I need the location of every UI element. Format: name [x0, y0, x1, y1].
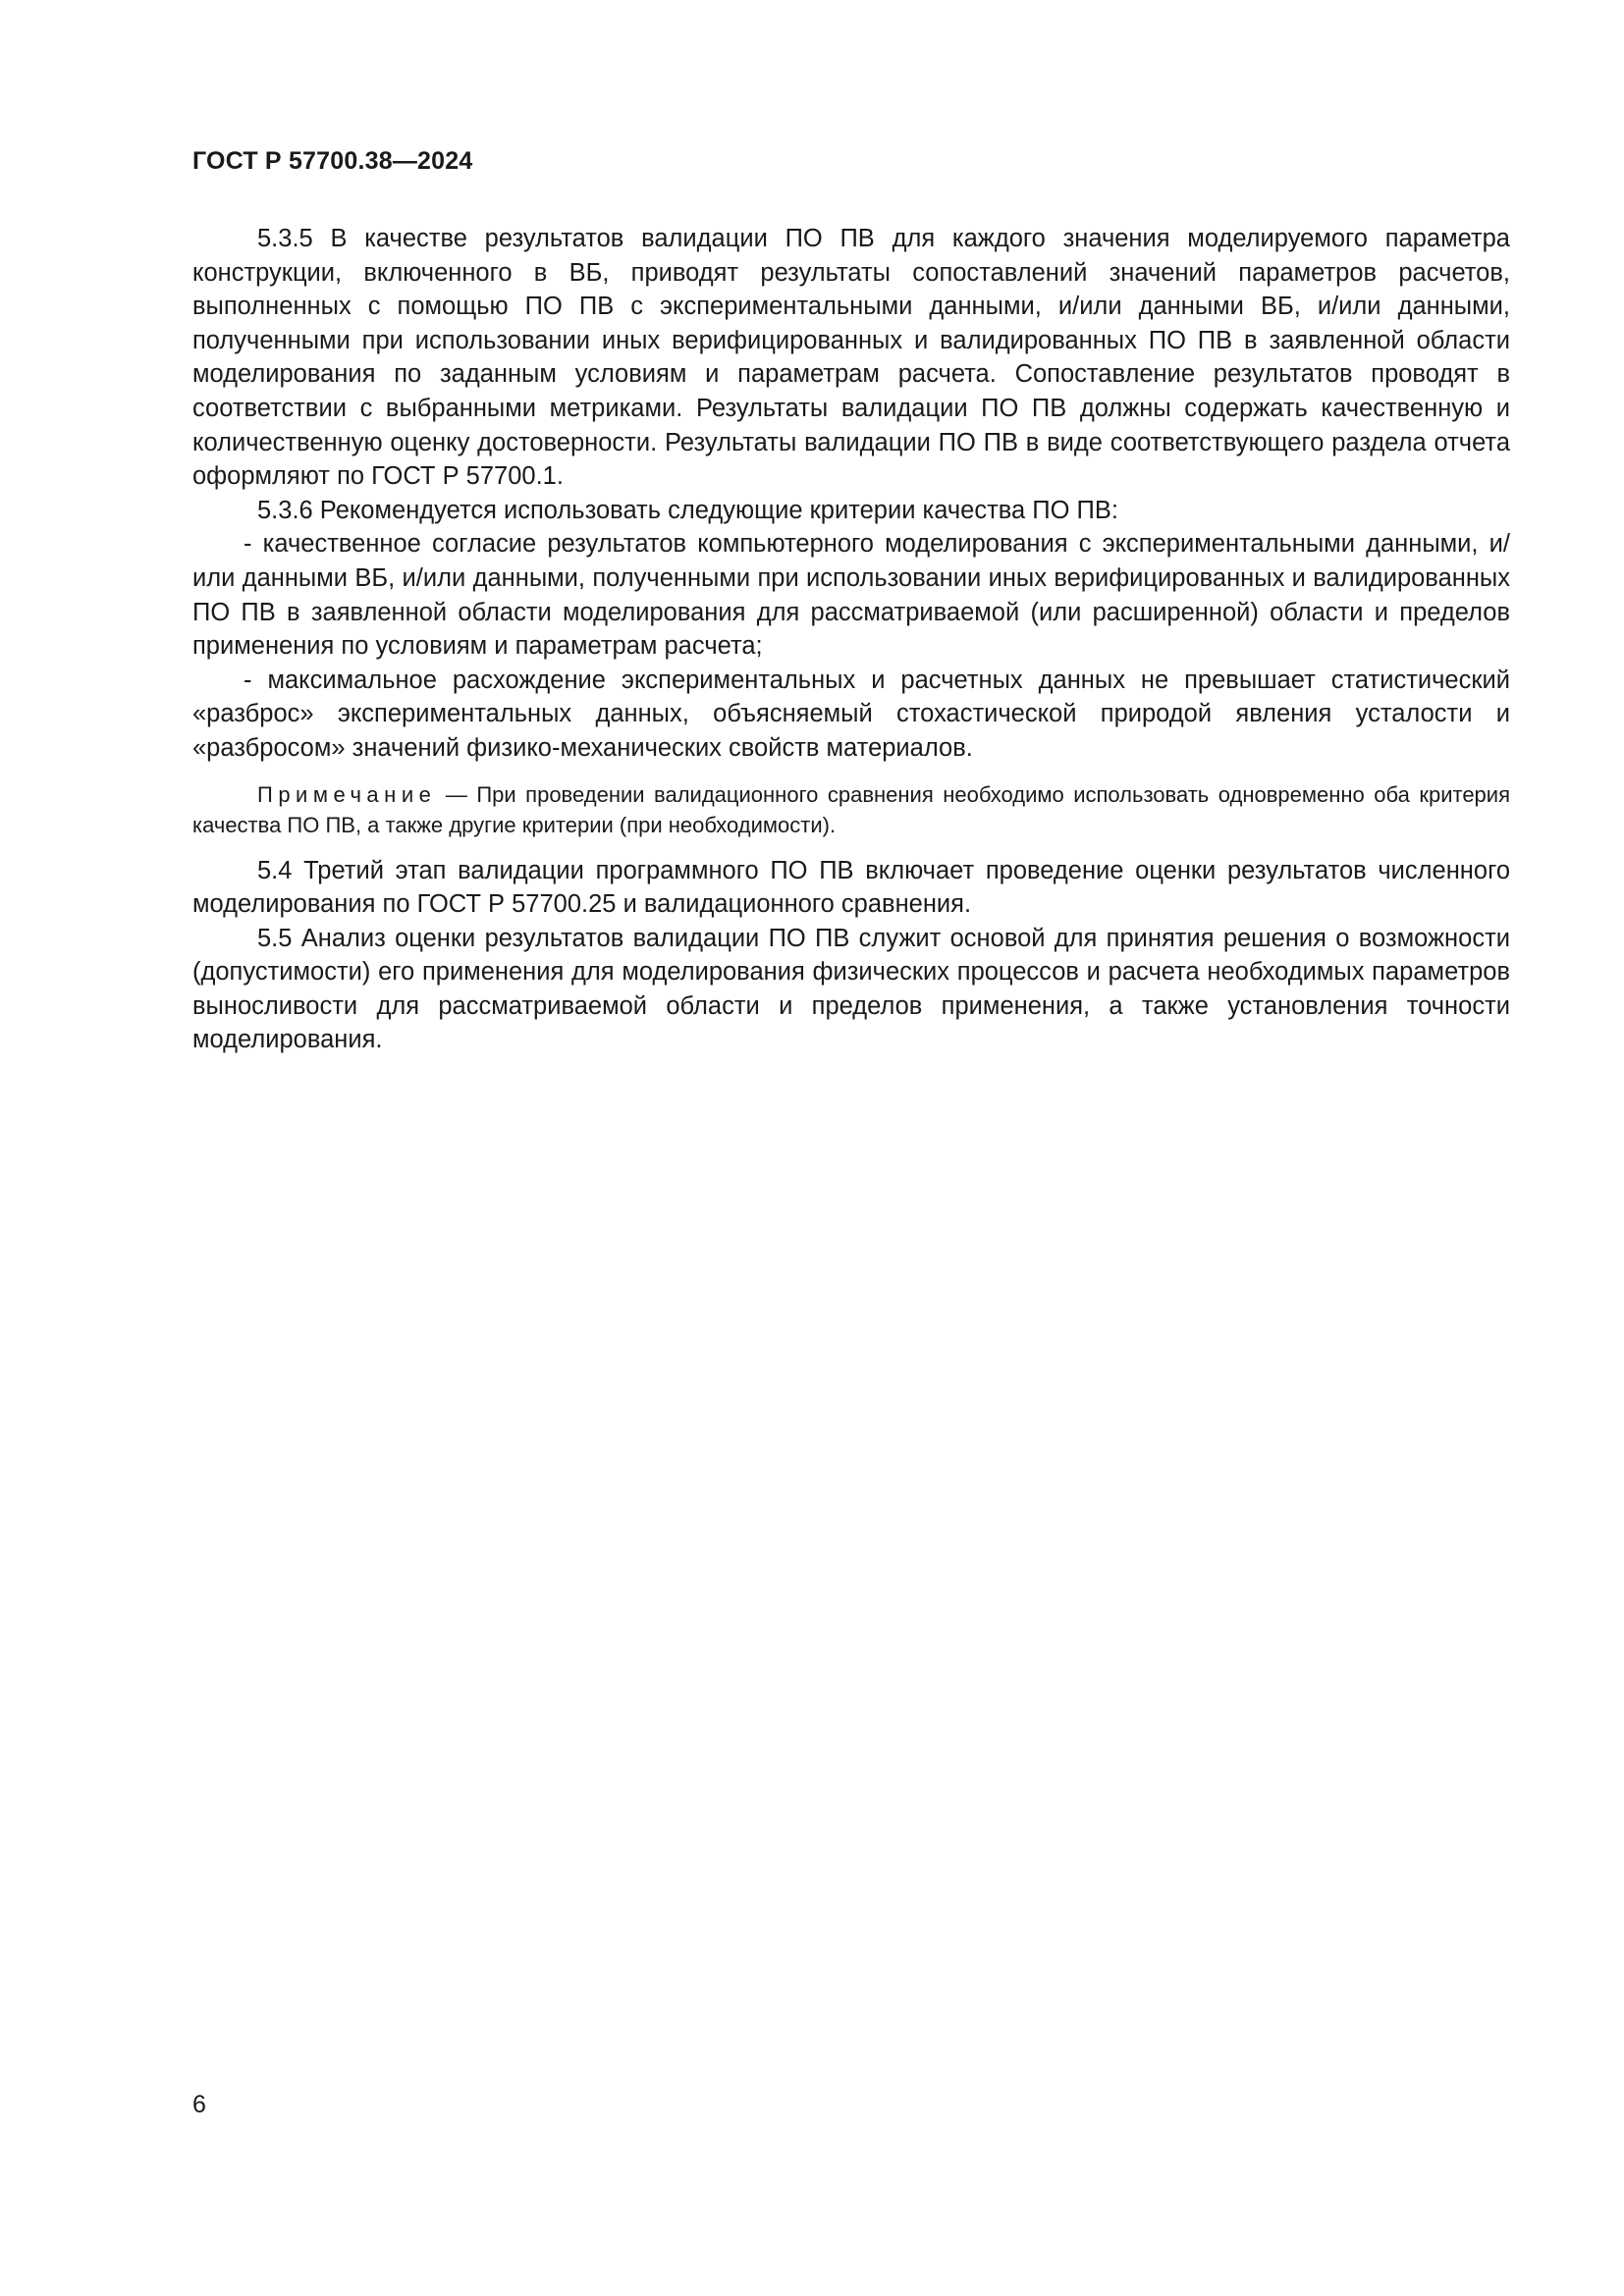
paragraph-5-4: 5.4 Третий этап валидации программного ПО ПВ включает проведение оценки результатов численного моделирования по ГОСТ Р 57700.25 и валидационного сравнения.	[192, 856, 1510, 919]
note	[192, 779, 1510, 840]
list-item-criterion-1: - качественное согласие результатов компьютерного моделирования с экспериментальными данными, и/или данными ВБ, и/или данными, полученными при использовании иных верифицированных и валидированных ПО ПВ в заявленной области моделирования для рассматриваемой (или расширенной) области и пределов применения по условиям и параметрам расчета;	[192, 530, 1510, 661]
paragraph-5-5: 5.5 Анализ оценки результатов валидации ПО ПВ служит основой для принятия решения о возможности (допустимости) его применения для моделирования физических процессов и расчета необходимых параметров выносливости для рассматриваемой области и пределов применения, а также установления точности моделирования.	[192, 924, 1510, 1054]
note-text: — При проведении валидационного сравнения необходимо использовать одновременно оба критерия качества ПО ПВ, а также другие критерии (при необходимости).	[192, 781, 1510, 837]
document-header: ГОСТ Р 57700.38—2024	[192, 147, 473, 175]
list-item-criterion-2: - максимальное расхождение экспериментальных и расчетных данных не превышает статистический «разброс» экспериментальных данных, объясняемый стохастической природой явления усталости и «разбросом» значений физико-механических свойств материалов.	[192, 666, 1510, 762]
paragraph-5-3-5: 5.3.5 В качестве результатов валидации ПО ПВ для каждого значения моделируемого параметра конструкции, включенного в ВБ, приводят результаты сопоставлений значений параметров расчетов, выполненных с помощью ПО ПВ с экспериментальными данными, и/или данными ВБ, и/или данными, полученными при использовании иных верифицированных и валидированных ПО ПВ в заявленной области моделирования по заданным условиям и параметрам расчета. Сопоставление результатов проводят в соответствии с выбранными метриками. Результаты валидации ПО ПВ должны содержать качественную и количественную оценку достоверности. Результаты валидации ПО ПВ в виде соответствующего раздела отчета оформляют по ГОСТ Р 57700.1.	[192, 225, 1510, 491]
paragraph-5-3-6: 5.3.6 Рекомендуется использовать следующие критерии качества ПО ПВ:	[257, 496, 1118, 524]
note-label: Примечание	[257, 781, 437, 807]
page-number: 6	[192, 2091, 206, 2118]
document-body	[192, 222, 1510, 1057]
